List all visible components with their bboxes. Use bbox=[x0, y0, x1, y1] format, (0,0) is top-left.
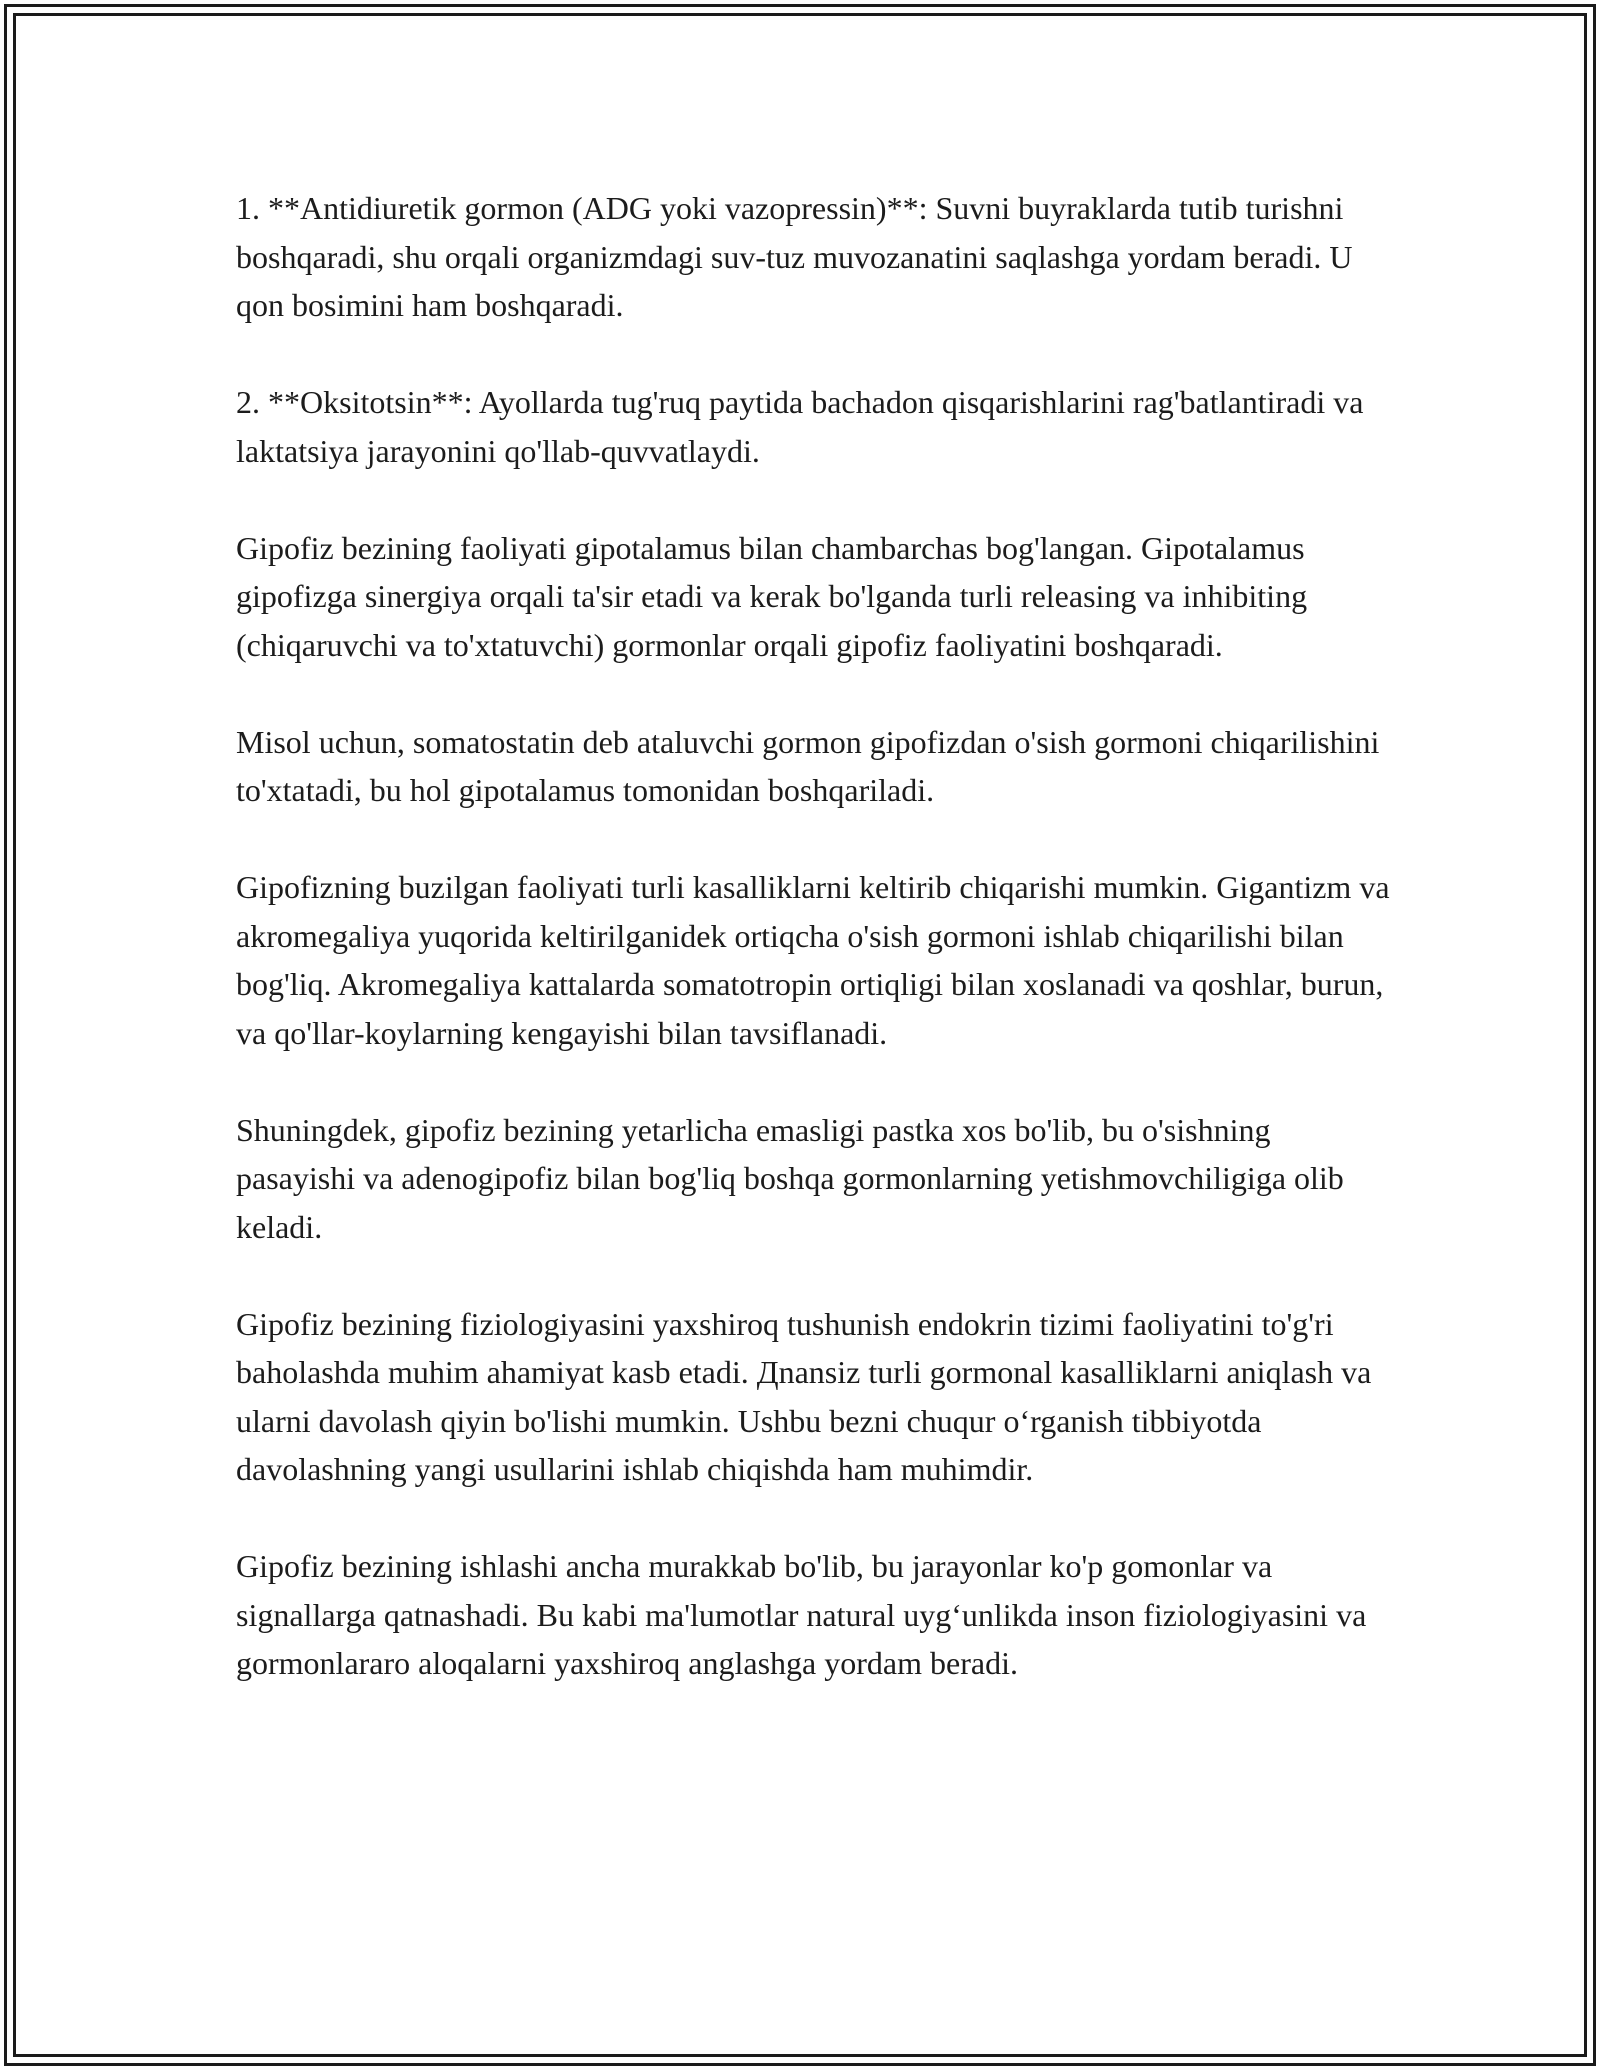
paragraph-adh: 1. **Antidiuretik gormon (ADG yoki vazopressin)**: Suvni buyraklarda tutib turishni boshqaradi, shu orqali organizmdagi suv-tuz muvozanatini saqlashga yordam beradi. U qon bosimini ham boshqaradi. bbox=[236, 190, 1353, 323]
paragraph-conclusion: Gipofiz bezining ishlashi ancha murakkab bo'lib, bu jarayonlar ko'p gomonlar va signallarga qatnashadi. Bu kabi ma'lumotlar natural uyg‘unlikda inson fiziologiyasini va gormonlararo aloqalarni yaxshiroq anglashga yordam beradi. bbox=[236, 1548, 1367, 1681]
paragraph-somatostatin-example: Misol uchun, somatostatin deb ataluvchi gormon gipofizdan o'sish gormoni chiqarilishini to'xtatadi, bu hol gipotalamus tomonidan boshqariladi. bbox=[236, 723, 1380, 808]
paragraph-hypothalamus-link: Gipofiz bezining faoliyati gipotalamus bilan chambarchas bog'langan. Gipotalamus gipofizga sinergiya orqali ta'sir etadi va kerak bo'lganda turli releasing va inhibiting (chiqaruvchi va to'xtatuvchi) gormonlar orqali gipofiz faoliyatini boshqaradi. bbox=[236, 529, 1308, 663]
paragraph-disorders: Gipofizning buzilgan faoliyati turli kasalliklarni keltirib chiqarishi mumkin. Gigantizm va akromegaliya yuqorida keltirilganidek ortiqcha o'sish gormoni ishlab chiqarilishi bilan bog'liq. Akromegaliya kattalarda somatotropin ortiqligi bilan xoslanadi va qoshlar, burun, va qo'llar-koylarning kengayishi bilan tavsiflanadi. bbox=[236, 869, 1390, 1051]
paragraph-physiology-importance: Gipofiz bezining fiziologiyasini yaxshiroq tushunish endokrin tizimi faoliyatini to'g'ri baholashda muhim ahamiyat kasb etadi. Дnansiz turli gormonal kasalliklarni aniqlash va ularni davolash qiyin bo'lishi mumkin. Ushbu bezni chuqur o‘rganish tibbiyotda davolashning yangi usullarini ishlab chiqishda ham muhimdir. bbox=[236, 1305, 1372, 1487]
paragraph-oxytocin: 2. **Oksitotsin**: Ayollarda tug'ruq paytida bachadon qisqarishlarini rag'batlantiradi va laktatsiya jarayonini qo'llab-quvvatlaydi. bbox=[236, 384, 1364, 469]
document-body bbox=[236, 184, 1396, 1688]
paragraph-insufficiency: Shuningdek, gipofiz bezining yetarlicha emasligi pastka xos bo'lib, bu o'sishning pasayishi va adenogipofiz bilan bog'liq boshqa gormonlarning yetishmovchiligiga olib keladi. bbox=[236, 1111, 1344, 1245]
